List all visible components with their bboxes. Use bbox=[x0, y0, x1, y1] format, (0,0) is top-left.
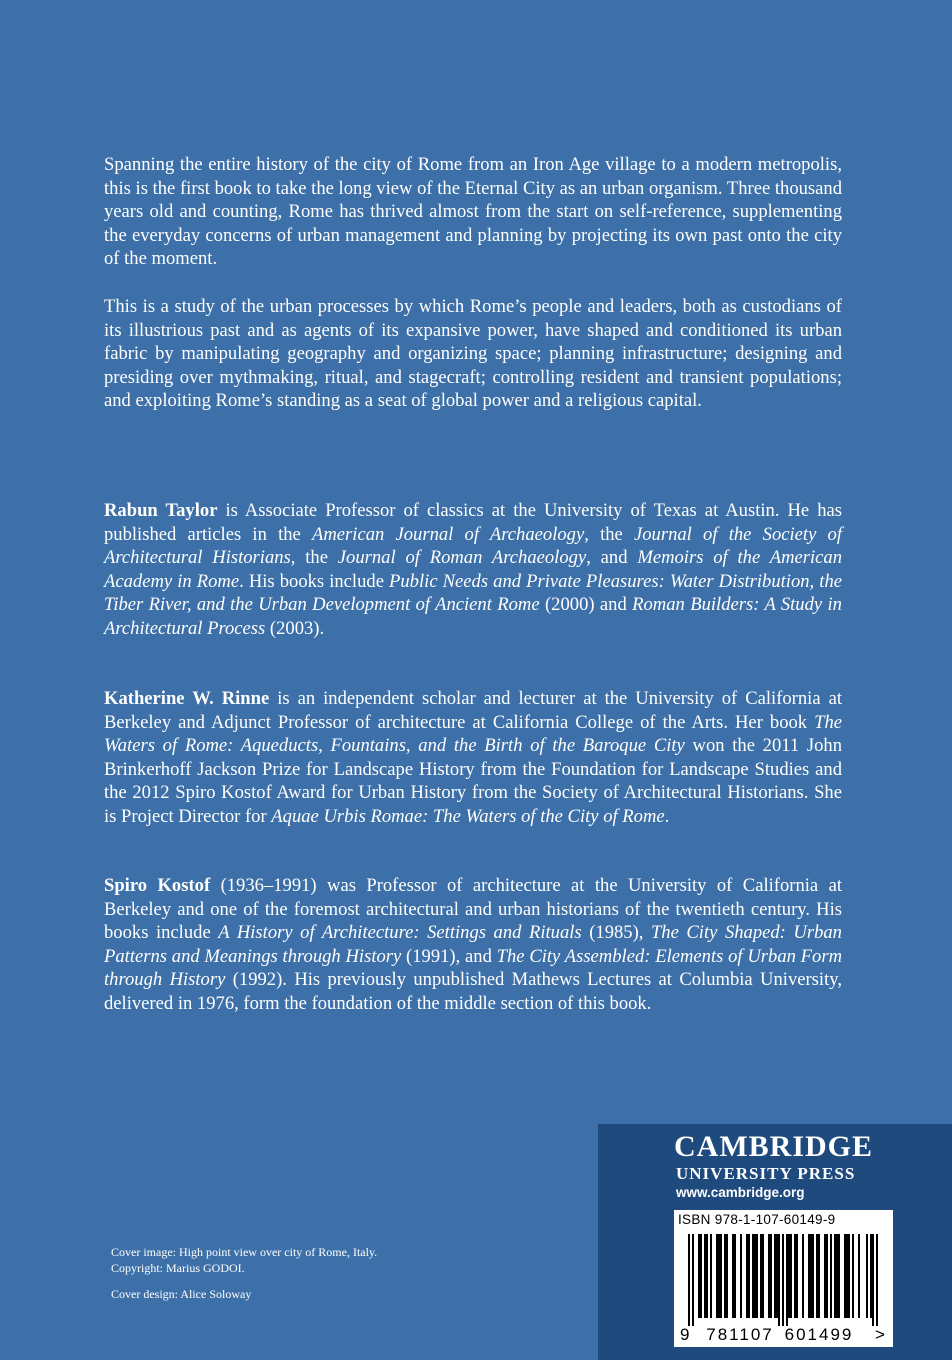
barcode-bar bbox=[836, 1234, 838, 1318]
barcode-bar bbox=[790, 1234, 792, 1318]
barcode-bar bbox=[774, 1234, 776, 1318]
barcode-bar bbox=[754, 1234, 756, 1318]
journal-title: Journal of the Society of Architectural Historians bbox=[104, 523, 843, 568]
publisher-logo-name: CAMBRIDGE bbox=[674, 1130, 874, 1163]
publisher-panel bbox=[598, 1124, 952, 1360]
author-name-kostof: Spiro Kostof bbox=[104, 875, 211, 896]
barcode-left-digits: 781107 bbox=[706, 1325, 774, 1344]
barcode-bar bbox=[826, 1234, 828, 1318]
author-bio-taylor: Rabun Taylor is Associate Professor of classics at the University of Texas at Austin. He has published articles in the American Journal of Archaeology, the Journal of the Society of Architectural Historians, the Journal of Roman Archaeology, and Memoirs of the American Academy in Rome. His books include Public Needs and Private Pleasures: Water Distribution, the Tiber River, and the Urban Development of Ancient Rome (2000) and Roman Builders: A Study in Architectural Process (2003). bbox=[104, 500, 843, 639]
barcode-bar bbox=[870, 1234, 872, 1318]
barcode-bar bbox=[720, 1234, 722, 1318]
barcode-bar bbox=[846, 1234, 848, 1318]
barcode-bar bbox=[734, 1234, 736, 1318]
journal-title: American Journal of Archaeology bbox=[312, 523, 585, 545]
cover-image-credit: Cover image: High point view over city of Rome, Italy. Copyright: Marius GODOI. bbox=[111, 1245, 378, 1275]
description-paragraph-2: This is a study of the urban processes by which Rome’s people and leaders, both as custodians of its illustrious past and as agents of its expansive power, have shaped and conditioned its urban fabric by manipulating geography and organizing space; planning infrastructure; designing and presiding over mythmaking, ritual, and stagecraft; controlling resident and transient populations; and exploiting Rome’s standing as a seat of global power and a religious capital. bbox=[104, 296, 842, 411]
barcode-bar bbox=[810, 1234, 812, 1318]
barcode-bar bbox=[770, 1234, 772, 1318]
barcode-bar bbox=[688, 1234, 690, 1326]
barcode-bar bbox=[700, 1234, 702, 1318]
barcode-bars bbox=[688, 1234, 878, 1326]
barcode-first-digit: 9 bbox=[680, 1325, 690, 1344]
barcode-bar bbox=[830, 1234, 832, 1318]
barcode-bar bbox=[724, 1234, 726, 1318]
book-title: Public Needs and Private Pleasures: Water Distribution, the Tiber River, and the Urban Development of Ancient Rome bbox=[104, 570, 842, 615]
barcode-bar bbox=[866, 1234, 868, 1318]
barcode-arrow: > bbox=[875, 1325, 885, 1344]
barcode-bar bbox=[834, 1234, 836, 1318]
barcode-graphic bbox=[674, 1228, 893, 1347]
barcode-bar bbox=[752, 1234, 754, 1318]
barcode-bar bbox=[802, 1234, 804, 1318]
barcode-bar bbox=[812, 1234, 814, 1318]
book-title: Roman Builders: A Study in Architectural Process bbox=[104, 594, 842, 639]
book-title: The Waters of Rome: Aqueducts, Fountains, and the Birth of the Baroque City bbox=[104, 711, 842, 756]
publisher-logo-press: UNIVERSITY PRESS bbox=[676, 1164, 856, 1183]
cover-credits bbox=[111, 1244, 411, 1302]
barcode-bar bbox=[824, 1234, 826, 1318]
barcode-bar bbox=[778, 1234, 780, 1326]
author-name-taylor: Rabun Taylor bbox=[104, 500, 218, 521]
barcode-bar bbox=[838, 1234, 840, 1318]
barcode-bar bbox=[716, 1234, 718, 1318]
barcode-bar bbox=[746, 1234, 748, 1318]
barcode-bar bbox=[788, 1234, 790, 1318]
barcode-bar bbox=[776, 1234, 778, 1318]
barcode-bar bbox=[718, 1234, 720, 1318]
barcode-bar bbox=[748, 1234, 750, 1318]
isbn-barcode bbox=[674, 1210, 893, 1347]
book-title: A History of Architecture: Settings and Rituals bbox=[218, 922, 582, 943]
barcode-bar bbox=[706, 1234, 708, 1318]
barcode-bar bbox=[852, 1234, 854, 1318]
barcode-bar bbox=[844, 1234, 846, 1318]
barcode-bar bbox=[726, 1234, 728, 1318]
barcode-bar bbox=[692, 1234, 694, 1326]
description-paragraph-1: Spanning the entire history of the city of Rome from an Iron Age village to a modern metropolis, this is the first book to take the long view of the Eternal City as an urban organism. Three thousand years old and counting, Rome has thrived almost from the start on self-reference, supplementing the everyday concerns of urban management and planning by projecting its own past onto the city of the moment. bbox=[104, 154, 842, 269]
barcode-bar bbox=[704, 1234, 706, 1318]
barcode-bar bbox=[818, 1234, 820, 1318]
project-title: Aquae Urbis Romae: The Waters of the City of Rome bbox=[271, 805, 665, 827]
barcode-bar bbox=[796, 1234, 798, 1318]
barcode-bar bbox=[872, 1234, 874, 1326]
barcode-bar bbox=[698, 1234, 700, 1318]
barcode-bar bbox=[808, 1234, 810, 1318]
isbn-label: ISBN 978-1-107-60149-9 bbox=[678, 1212, 836, 1227]
publisher-website: www.cambridge.org bbox=[676, 1185, 805, 1200]
barcode-bar bbox=[848, 1234, 850, 1318]
book-title: The City Shaped: Urban Patterns and Meanings through History bbox=[104, 922, 842, 967]
barcode-bar bbox=[740, 1234, 742, 1318]
barcode-bar bbox=[732, 1234, 734, 1318]
journal-title: Memoirs of the American Academy in Rome bbox=[104, 547, 843, 592]
barcode-bar bbox=[760, 1234, 762, 1318]
book-title: The City Assembled: Elements of Urban Form through History bbox=[104, 945, 843, 990]
barcode-bar bbox=[786, 1234, 788, 1326]
barcode-bar bbox=[756, 1234, 758, 1318]
barcode-bar bbox=[858, 1234, 860, 1318]
barcode-bar bbox=[816, 1234, 818, 1318]
barcode-bar bbox=[782, 1234, 784, 1326]
barcode-bar bbox=[762, 1234, 764, 1318]
journal-title: Journal of Roman Archaeology bbox=[337, 547, 587, 568]
barcode-bar bbox=[794, 1234, 796, 1318]
author-bio-rinne: Katherine W. Rinne is an independent scholar and lecturer at the University of California at Berkeley and Adjunct Professor of architecture at California College of the Arts. Her book The Waters of Rome: Aqueducts, Fountains, and the Birth of the Baroque City won the 2011 John Brinkerhoff Jackson Prize for Landscape History from the Foundation for Landscape Studies and the 2012 Spiro Kostof Award for Urban History from the Society of Architectural Historians. She is Project Director for Aquae Urbis Romae: The Waters of the City of Rome. bbox=[104, 688, 842, 827]
author-bio-kostof: Spiro Kostof (1936–1991) was Professor of architecture at the University of California at Berkeley and one of the foremost architectural and urban historians of the twentieth century. His books include A History of Architecture: Settings and Rituals (1985), The City Shaped: Urban Patterns and Meanings through History (1991), and The City Assembled: Elements of Urban Form through History (1992). His previously unpublished Mathews Lectures at Columbia University, delivered in 1976, form the foundation of the middle section of this book. bbox=[104, 875, 843, 1014]
barcode-bar bbox=[768, 1234, 770, 1318]
cover-design-credit: Cover design: Alice Soloway bbox=[111, 1287, 252, 1301]
barcode-bar bbox=[876, 1234, 878, 1326]
barcode-bar bbox=[710, 1234, 712, 1318]
barcode-right-digits: 601499 bbox=[784, 1325, 854, 1344]
author-name-rinne: Katherine W. Rinne bbox=[104, 688, 270, 709]
